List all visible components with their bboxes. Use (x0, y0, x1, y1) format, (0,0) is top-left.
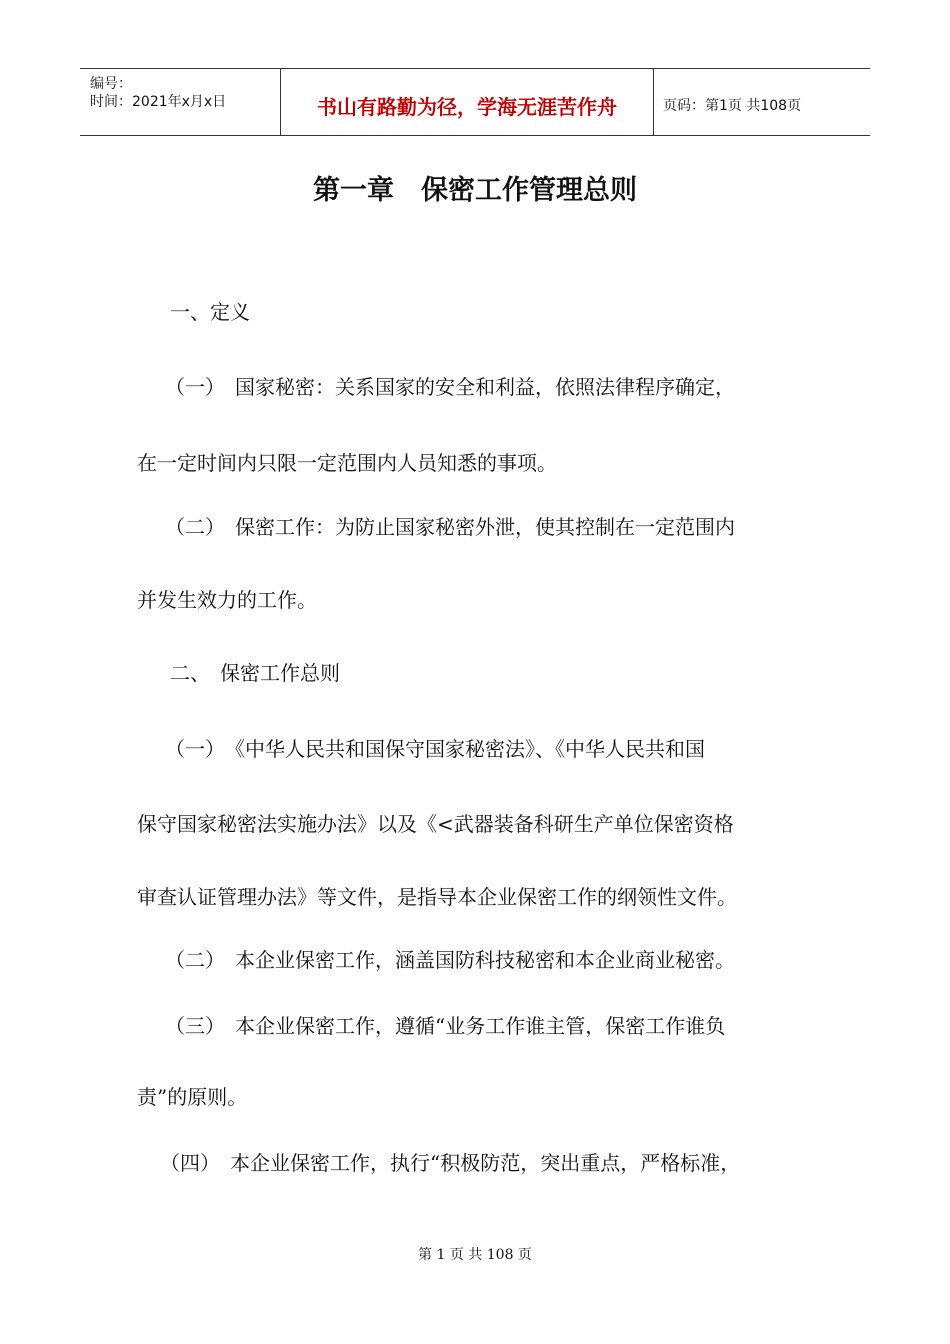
page-footer: 第 1 页 共 108 页 (418, 1247, 532, 1263)
paragraph-line: 在一定时间内只限一定范围内人员知悉的事项。 (137, 451, 557, 475)
header-page-info: 页码：第1页 共108页 (663, 98, 802, 114)
header-page-cell (653, 69, 870, 135)
paragraph-line: （二） 保密工作：为防止国家秘密外泄，使其控制在一定范围内 (165, 515, 735, 539)
header-meta-cell (80, 69, 280, 135)
paragraph-line: 保守国家秘密法实施办法》以及《<武器装备科研生产单位保密资格 (137, 812, 734, 836)
section-heading-definition: 一、定义 (170, 300, 250, 324)
paragraph-line: （四） 本企业保密工作，执行“积极防范，突出重点，严格标准， (160, 1151, 741, 1175)
chapter-title: 第一章 保密工作管理总则 (313, 175, 637, 206)
paragraph-line: 责”的原则。 (137, 1085, 248, 1109)
paragraph-line: （二） 本企业保密工作，涵盖国防科技秘密和本企业商业秘密。 (165, 948, 735, 972)
header-motto: 书山有路勤为径，学海无涯苦作舟 (317, 95, 617, 119)
document-number-label: 编号： (90, 76, 132, 92)
page-header (80, 68, 870, 136)
document-date-label: 时间：2021年x月x日 (90, 94, 227, 110)
section-heading-general-rules: 二、 保密工作总则 (170, 661, 340, 685)
header-motto-cell (280, 69, 654, 135)
paragraph-line: （一） 《中华人民共和国保守国家秘密法》、《中华人民共和国 (165, 737, 705, 761)
paragraph-line: （三） 本企业保密工作，遵循“业务工作谁主管，保密工作谁负 (165, 1014, 726, 1038)
paragraph-line: 并发生效力的工作。 (137, 588, 317, 612)
paragraph-line: 审查认证管理办法》等文件，是指导本企业保密工作的纲领性文件。 (137, 885, 737, 909)
paragraph-line: （一） 国家秘密：关系国家的安全和利益，依照法律程序确定， (165, 375, 735, 399)
